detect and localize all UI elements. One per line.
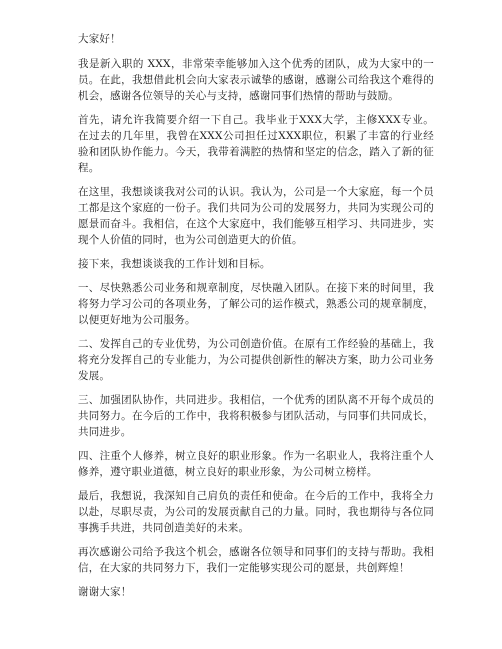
paragraph-plan-item-4: 四、注重个人修养，树立良好的职业形象。作为一名职业人，我将注重个人修养，遵守职业道德，树立良好的职业形象，为公司树立榜样。 (78, 450, 434, 478)
paragraph-plan-heading: 接下来，我想谈谈我的工作计划和目标。 (78, 258, 271, 270)
paragraph-company-view: 在这里，我想谈谈我对公司的认识。我认为，公司是一个大家庭，每一个员工都是这个家庭的一份子。我们共同为公司的发展努力，共同为实现公司的愿景而奋斗。我相信，在这个大家庭中，我们能够互相学习、共同进步，实现个人价值的同时，也为公司创造更大的价值。 (78, 186, 434, 246)
paragraph-thanks-again: 再次感谢公司给予我这个机会，感谢各位领导和同事们的支持与帮助。我相信，在大家的共同努力下，我们一定能够实现公司的愿景，共创辉煌！ (78, 546, 434, 574)
document-body (78, 31, 434, 608)
paragraph-conclusion: 最后，我想说，我深知自己肩负的责任和使命。在今后的工作中，我将全力以赴，尽职尽责，为公司的发展贡献自己的力量。同时，我也期待与各位同事携手共进，共同创造美好的未来。 (78, 490, 434, 534)
paragraph-plan-item-1: 一、尽快熟悉公司业务和规章制度，尽快融入团队。在接下来的时间里，我将努力学习公司的各项业务，了解公司的运作模式，熟悉公司的规章制度，以便更好地为公司服务。 (78, 282, 434, 326)
paragraph-plan-item-2: 二、发挥自己的专业优势，为公司创造价值。在原有工作经验的基础上，我将充分发挥自己的专业能力，为公司提供创新性的解决方案，助力公司业务发展。 (78, 338, 434, 382)
paragraph-plan-item-3: 三、加强团队协作，共同进步。我相信，一个优秀的团队离不开每个成员的共同努力。在今后的工作中，我将积极参与团队活动，与同事们共同成长，共同进步。 (78, 394, 434, 438)
greeting: 大家好！ (78, 33, 121, 45)
paragraph-self-introduction: 首先，请允许我简要介绍一下自己。我毕业于XXX大学，主修XXX专业。在过去的几年里，我曾在XXX公司担任过XXX职位，积累了丰富的行业经验和团队协作能力。今天，我带着满腔的热情和坚定的信念，踏入了新的征程。 (78, 114, 434, 174)
closing: 谢谢大家！ (78, 586, 132, 598)
paragraph-intro: 我是新入职的 XXX，非常荣幸能够加入这个优秀的团队，成为大家中的一员。在此，我想借此机会向大家表示诚挚的感谢，感谢公司给我这个难得的机会，感谢各位领导的关心与支持，感谢同事们热情的帮助与鼓励。 (78, 58, 434, 102)
